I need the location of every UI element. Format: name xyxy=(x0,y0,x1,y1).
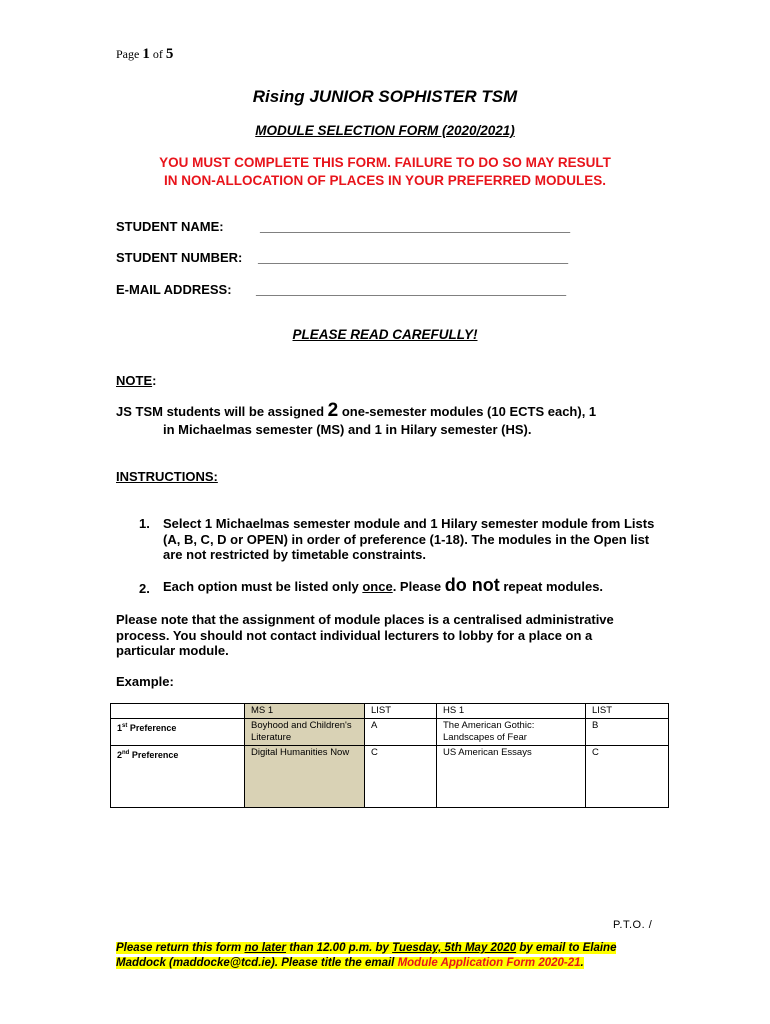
table-header-cell: LIST xyxy=(365,704,437,719)
document-subtitle: MODULE SELECTION FORM (2020/2021) xyxy=(255,123,515,138)
table-cell: B xyxy=(586,719,669,746)
email-subject: Module Application Form 2020-21 xyxy=(397,957,581,969)
email-field[interactable]: ______________________________________________ xyxy=(256,282,566,297)
read-carefully-heading: PLEASE READ CAREFULLY! xyxy=(292,327,478,342)
student-number-label: STUDENT NUMBER: xyxy=(116,250,243,265)
table-cell: C xyxy=(365,746,437,808)
module-count: 2 xyxy=(327,400,339,421)
table-cell: Digital Humanities Now xyxy=(245,746,365,808)
table-cell: US American Essays xyxy=(437,746,586,808)
table-header-cell xyxy=(111,704,245,719)
table-cell: C xyxy=(586,746,669,808)
row-label: 2nd Preference xyxy=(111,746,245,808)
student-name-field[interactable]: ______________________________________________ xyxy=(260,219,570,234)
please-turn-over: P.T.O. / xyxy=(613,919,653,931)
table-row xyxy=(111,746,669,808)
return-instructions: Please return this form no later than 12.00 p.m. by Tuesday, 5th May 2020 by email to Elaine Maddock (maddocke@tcd.ie). Please title the email Module Application Form 2020-21. xyxy=(116,942,617,969)
table-cell: Boyhood and Children's Literature xyxy=(245,719,365,746)
centralised-process-note: Please note that the assignment of module places is a centralised administrative process. You should not contact individual lecturers to lobby for a place on a particular module. xyxy=(116,612,614,658)
note-heading: NOTE: xyxy=(116,373,157,388)
instruction-item-1: 1. Select 1 Michaelmas semester module and 1 Hilary semester module from Lists (A, B, C, D or OPEN) in order of preference (1-18). The modules in the Open list are not restricted by timetable constraints. xyxy=(139,516,655,562)
table-cell: A xyxy=(365,719,437,746)
table-header-cell: LIST xyxy=(586,704,669,719)
example-table xyxy=(110,703,669,808)
table-row xyxy=(111,719,669,746)
document-title: Rising JUNIOR SOPHISTER TSM xyxy=(252,87,518,106)
note-text: JS TSM students will be assigned 2 one-semester modules (10 ECTS each), 1 in Michaelmas semester (MS) and 1 in Hilary semester (HS). xyxy=(116,400,597,437)
warning-line-2: IN NON-ALLOCATION OF PLACES IN YOUR PREFERRED MODULES. xyxy=(163,173,606,188)
instructions-heading: INSTRUCTIONS: xyxy=(116,469,218,484)
row-label: 1st Preference xyxy=(111,719,245,746)
table-header-row xyxy=(111,704,669,719)
student-number-field[interactable]: ______________________________________________ xyxy=(258,250,568,265)
page-number: Page 1 of 5 xyxy=(116,46,174,62)
example-label: Example: xyxy=(116,674,174,689)
warning-notice xyxy=(0,154,770,190)
table-header-cell: MS 1 xyxy=(245,704,365,719)
email-label: E-MAIL ADDRESS: xyxy=(116,282,232,297)
instruction-item-2: 2. Each option must be listed only once. Please do not repeat modules. xyxy=(139,575,604,596)
table-header-cell: HS 1 xyxy=(437,704,586,719)
table-cell: The American Gothic: Landscapes of Fear xyxy=(437,719,586,746)
student-name-label: STUDENT NAME: xyxy=(116,219,224,234)
warning-line-1: YOU MUST COMPLETE THIS FORM. FAILURE TO DO SO MAY RESULT xyxy=(159,155,611,170)
